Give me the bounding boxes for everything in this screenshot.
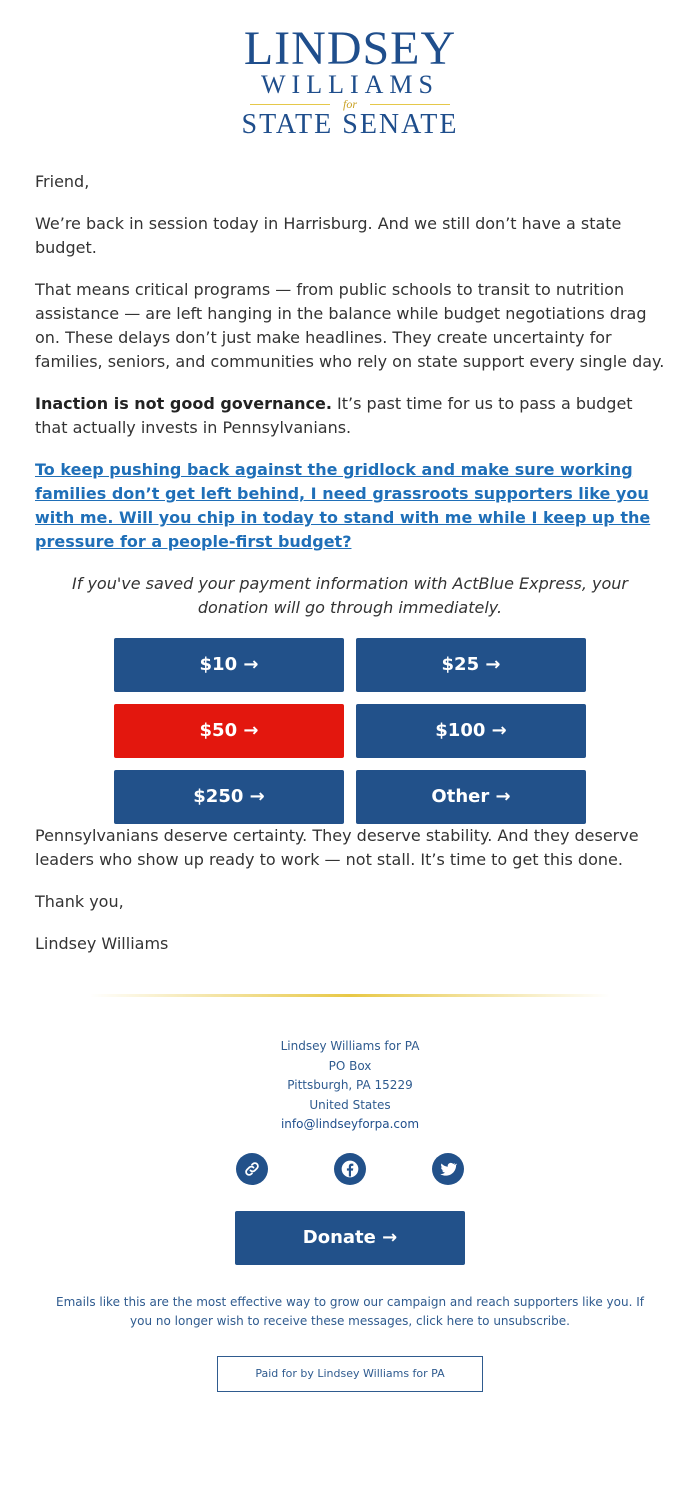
donation-button-grid bbox=[114, 638, 586, 824]
paragraph-appeal bbox=[35, 458, 665, 554]
social-links bbox=[0, 1153, 700, 1185]
inaction-rest: It’s past time for us to pass a budget that actually invests in Pennsylvanians. bbox=[35, 394, 633, 437]
unsubscribe-text[interactable]: Emails like this are the most effective way to grow our campaign and reach supporters like you. If you no longer wish to receive these messages, click here to unsubscribe. bbox=[56, 1294, 644, 1328]
footer-address-line2: Pittsburgh, PA 15229 bbox=[287, 1078, 413, 1092]
inaction-bold: Inaction is not good governance. bbox=[35, 394, 332, 413]
email-body bbox=[0, 170, 700, 956]
closing-thanks: Thank you, bbox=[35, 892, 124, 911]
footer-country: United States bbox=[309, 1097, 391, 1112]
actblue-note: If you've saved your payment information with ActBlue Express, your donation will go through immediately. bbox=[72, 574, 628, 617]
paragraph-session: We’re back in session today in Harrisburg. And we still don’t have a state budget. bbox=[35, 214, 622, 257]
facebook-icon[interactable] bbox=[334, 1153, 366, 1185]
paragraph-certainty: Pennsylvanians deserve certainty. They deserve stability. And they deserve leaders who show up ready to work — not stall. It’s time to get this done. bbox=[35, 826, 639, 869]
gold-divider bbox=[90, 994, 610, 997]
donate-other-button[interactable]: Other → bbox=[356, 770, 586, 824]
footer-address bbox=[0, 1037, 700, 1135]
paragraph-programs: That means critical programs — from public schools to transit to nutrition assistance — are left hanging in the balance while budget negotiations drag on. These delays don’t just make headlines. They create uncertainty for families, seniors, and communities who rely on state support every single day. bbox=[35, 280, 665, 371]
twitter-icon[interactable] bbox=[432, 1153, 464, 1185]
footer-org: Lindsey Williams for PA bbox=[280, 1039, 420, 1053]
donate-50-button[interactable]: $50 → bbox=[114, 704, 344, 758]
logo-line-lindsey: LINDSEY bbox=[243, 22, 457, 75]
donate-250-button[interactable]: $250 → bbox=[114, 770, 344, 824]
donate-appeal-link[interactable]: To keep pushing back against the gridlock and make sure working families don’t get left behind, I need grassroots supporters like you with me. Will you chip in today to stand with me while I keep up the pressure for a people-first budget? bbox=[35, 460, 651, 551]
donate-100-button[interactable]: $100 → bbox=[356, 704, 586, 758]
paragraph-inaction bbox=[35, 392, 665, 440]
signature: Lindsey Williams bbox=[35, 934, 169, 953]
paid-for-disclaimer: Paid for by Lindsey Williams for PA bbox=[217, 1356, 483, 1392]
campaign-logo bbox=[0, 0, 700, 144]
footer-donate-button[interactable]: Donate → bbox=[235, 1211, 465, 1265]
link-icon[interactable] bbox=[236, 1153, 268, 1185]
logo-line-for: for bbox=[0, 98, 700, 110]
logo-line-williams: WILLIAMS bbox=[261, 70, 439, 99]
donate-10-button[interactable]: $10 → bbox=[114, 638, 344, 692]
greeting: Friend, bbox=[35, 172, 90, 191]
donate-25-button[interactable]: $25 → bbox=[356, 638, 586, 692]
logo-line-state-senate: STATE SENATE bbox=[241, 109, 459, 140]
footer-email-link[interactable]: info@lindseyforpa.com bbox=[280, 1117, 420, 1131]
footer-address-line1: PO Box bbox=[328, 1058, 372, 1073]
